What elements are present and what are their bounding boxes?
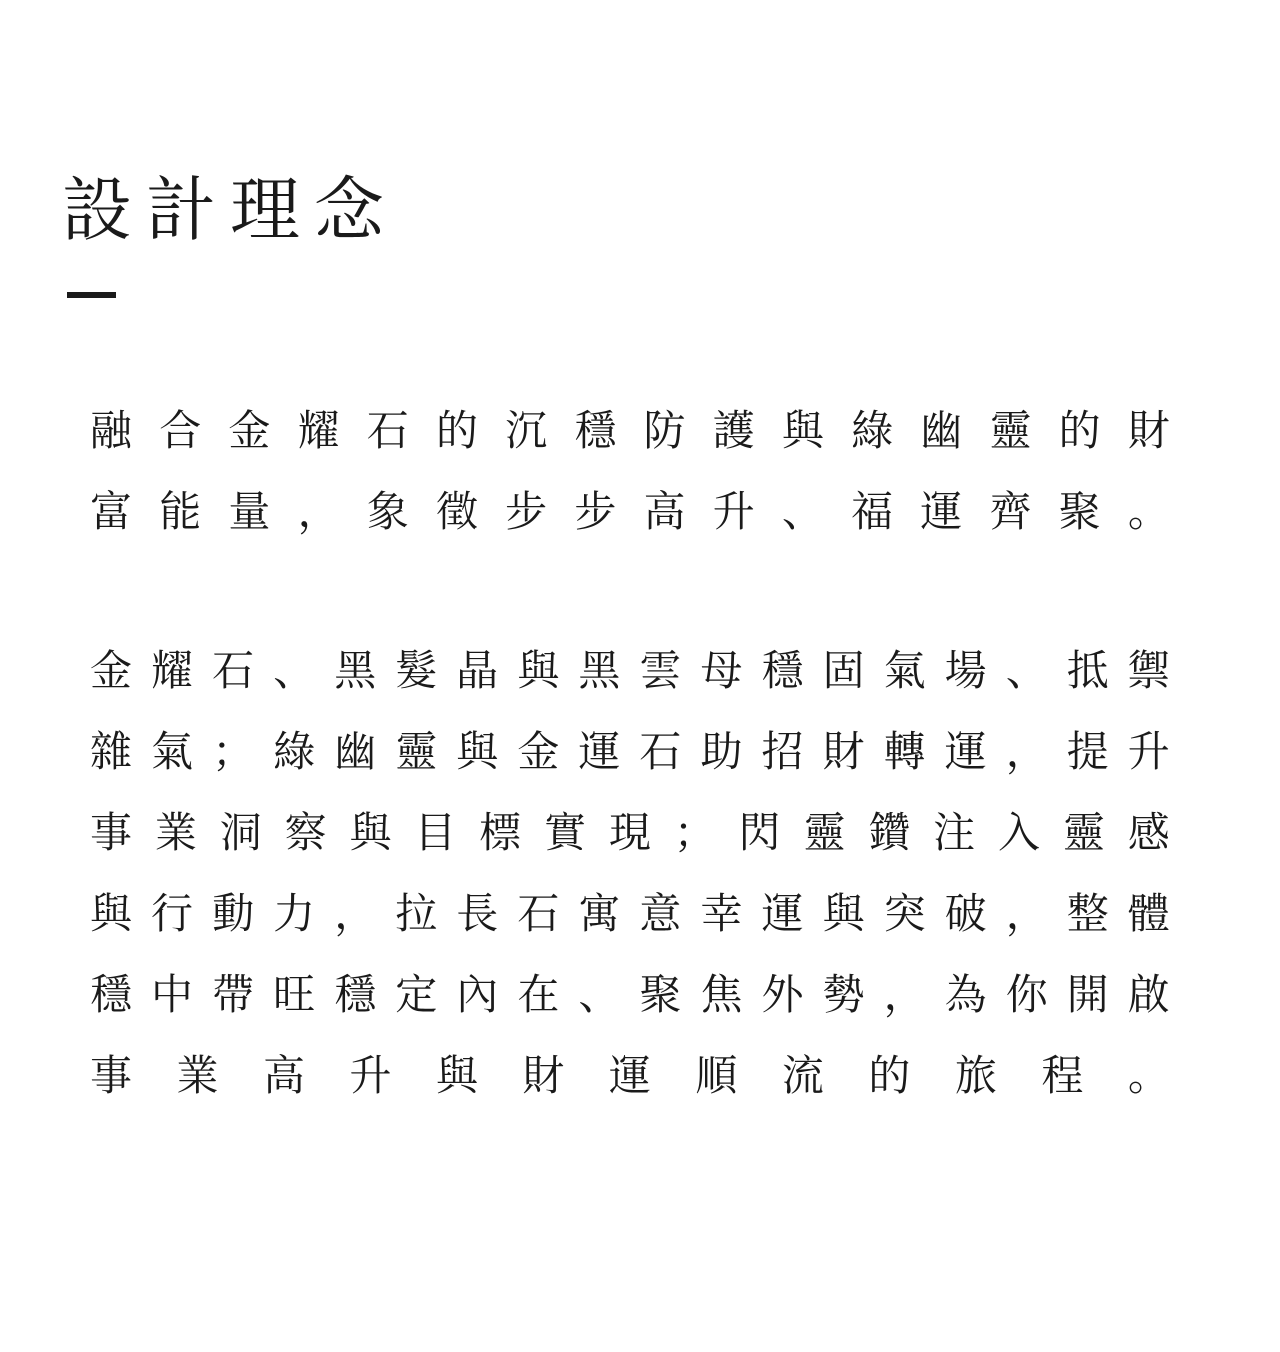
paragraph-line: 雜 氣 ； 綠 幽 靈 與 金 運 石 助 招 財 轉 運 ， 提 升 xyxy=(90,727,1170,776)
paragraph-line: 事 業 洞 察 與 目 標 實 現 ； 閃 靈 鑽 注 入 靈 感 xyxy=(90,808,1170,857)
paragraph-line: 富 能 量 ， 象 徵 步 步 高 升 、 福 運 齊 聚 。 xyxy=(90,487,1170,536)
paragraph-line: 與 行 動 力 ， 拉 長 石 寓 意 幸 運 與 突 破 ， 整 體 xyxy=(90,889,1170,938)
paragraph-line: 金 耀 石 、 黑 髮 晶 與 黑 雲 母 穩 固 氣 場 、 抵 禦 xyxy=(90,646,1170,695)
paragraph-line: 穩 中 帶 旺 穩 定 內 在 、 聚 焦 外 勢 ， 為 你 開 啟 xyxy=(90,970,1170,1019)
paragraph-line: 融 合 金 耀 石 的 沉 穩 防 護 與 綠 幽 靈 的 財 xyxy=(90,406,1170,455)
page-title: 設計理念 xyxy=(62,169,398,251)
paragraph-line: 事 業 高 升 與 財 運 順 流 的 旅 程 。 xyxy=(90,1051,1170,1100)
title-divider xyxy=(67,292,116,298)
paragraph-intro xyxy=(90,390,1170,552)
paragraph-detail xyxy=(90,630,1170,1116)
